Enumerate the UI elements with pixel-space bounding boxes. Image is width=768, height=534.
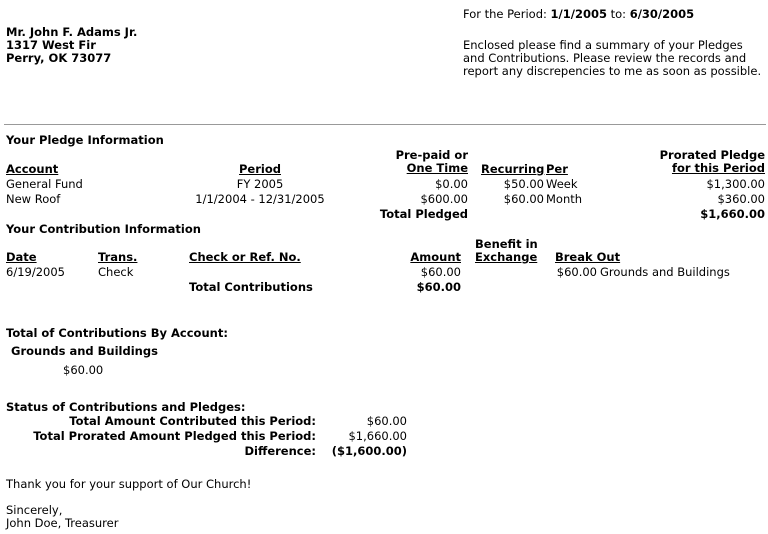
- pledge-recurring: $60.00: [503, 192, 544, 206]
- prorated-header-line2: for this Period: [671, 161, 765, 175]
- period-to: to:: [610, 7, 627, 21]
- pledge-period: 1/1/2004 - 12/31/2005: [195, 192, 325, 206]
- by-account-amount: $60.00: [63, 363, 104, 377]
- breakout-amount: $60.00: [556, 265, 597, 279]
- total-pledged-value: $1,660.00: [700, 207, 765, 221]
- mailing-address: [6, 26, 137, 65]
- amount-header: Amount: [410, 250, 461, 264]
- by-account-heading: Total of Contributions By Account:: [6, 326, 228, 340]
- status-label: Total Prorated Amount Pledged this Period:: [33, 429, 316, 443]
- contribution-amount: $60.00: [420, 265, 461, 279]
- period-end: 6/30/2005: [629, 7, 695, 21]
- by-account-name: Grounds and Buildings: [11, 344, 158, 358]
- check-header: Check or Ref. No.: [189, 250, 301, 264]
- benefit-header-line2: Exchange: [475, 250, 538, 264]
- total-contributions-value: $60.00: [416, 280, 461, 294]
- divider: [4, 124, 766, 125]
- intro-line: and Contributions. Please review the records and: [463, 51, 747, 65]
- status-label: Difference:: [244, 444, 316, 458]
- pledge-per: Week: [546, 177, 578, 191]
- breakout-header: Break Out: [555, 250, 621, 264]
- total-pledged-label: Total Pledged: [379, 207, 468, 221]
- account-header: Account: [6, 162, 59, 176]
- pledge-prepaid: $0.00: [435, 177, 468, 191]
- sincerely-text: Sincerely,: [6, 503, 63, 517]
- period-header: Period: [239, 162, 281, 176]
- per-header: Per: [546, 162, 568, 176]
- status-heading: Status of Contributions and Pledges:: [6, 400, 246, 414]
- contribution-heading: Your Contribution Information: [6, 222, 201, 236]
- pledge-prepaid: $600.00: [420, 192, 468, 206]
- prepaid-header-line2: One Time: [406, 161, 468, 175]
- thank-you-text: Thank you for your support of Our Church!: [6, 477, 252, 491]
- address-line: Perry, OK 73077: [6, 51, 112, 65]
- prepaid-header: [360, 149, 468, 175]
- pledge-prorated: $1,300.00: [706, 177, 765, 191]
- address-line: Mr. John F. Adams Jr.: [6, 25, 138, 39]
- status-difference: ($1,600.00): [331, 444, 407, 458]
- total-contributions-label: Total Contributions: [189, 280, 313, 294]
- date-header: Date: [6, 250, 37, 264]
- status-value: $60.00: [366, 414, 407, 428]
- period-label: For the Period:: [463, 7, 547, 21]
- recurring-header: Recurring: [481, 162, 545, 176]
- pledge-heading: Your Pledge Information: [6, 133, 164, 147]
- breakout-name: Grounds and Buildings: [600, 265, 730, 279]
- benefit-header-line1: Benefit in: [475, 237, 538, 251]
- pledge-recurring: $50.00: [503, 177, 544, 191]
- address-line: 1317 West Fir: [6, 38, 96, 52]
- status-label: Total Amount Contributed this Period:: [69, 414, 316, 428]
- pledge-prorated: $360.00: [717, 192, 765, 206]
- pledge-account: New Roof: [6, 192, 61, 206]
- signature-text: John Doe, Treasurer: [6, 516, 119, 530]
- pledge-period: FY 2005: [236, 177, 284, 191]
- pledge-per: Month: [546, 192, 583, 206]
- prorated-header-line1: Prorated Pledge: [659, 148, 765, 162]
- intro-line: report any discrepencies to me as soon as possible.: [463, 64, 762, 78]
- prepaid-header-line1: Pre-paid or: [395, 148, 468, 162]
- trans-header: Trans.: [98, 250, 138, 264]
- statement-period: [463, 7, 694, 21]
- contribution-trans: Check: [98, 265, 134, 279]
- contribution-date: 6/19/2005: [6, 265, 65, 279]
- status-value: $1,660.00: [348, 429, 407, 443]
- pledge-account: General Fund: [6, 177, 83, 191]
- period-start: 1/1/2005: [550, 7, 607, 21]
- intro-line: Enclosed please find a summary of your Pledges: [463, 38, 743, 52]
- intro-text: [463, 39, 761, 78]
- prorated-header: [620, 149, 765, 175]
